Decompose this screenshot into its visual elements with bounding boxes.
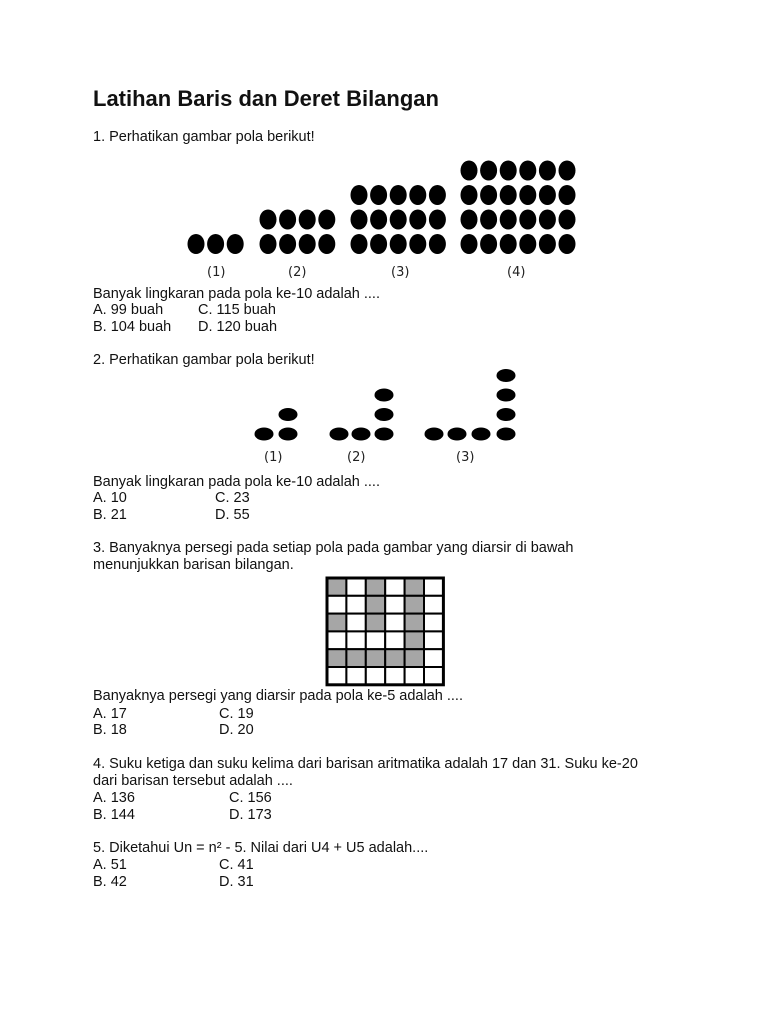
q3-empty-cell xyxy=(424,578,443,596)
q1-prompt: 1. Perhatikan gambar pola berikut! xyxy=(93,129,315,145)
q3-shaded-cell xyxy=(405,596,424,614)
q4-option-b: B. 144 xyxy=(93,807,135,823)
q1-pattern4-dot xyxy=(559,210,576,230)
q1-pattern4-dot xyxy=(480,210,497,230)
q3-shaded-grid xyxy=(327,578,443,685)
q3-empty-cell xyxy=(366,667,385,685)
q3-empty-cell xyxy=(346,596,365,614)
q4-option-c: C. 156 xyxy=(229,790,272,806)
q1-pattern4-dot xyxy=(539,161,556,181)
q1-pattern4-dot xyxy=(519,234,536,254)
q3-grid-border xyxy=(327,578,443,685)
q2-label-1: (1) xyxy=(264,450,283,465)
q1-pattern4-dot xyxy=(519,161,536,181)
q3-shaded-cell xyxy=(327,649,346,667)
q2-pattern1-dot xyxy=(279,428,298,441)
q1-option-a: A. 99 buah xyxy=(93,302,164,318)
q2-option-c: C. 23 xyxy=(215,490,250,506)
q3-shaded-cell xyxy=(366,596,385,614)
q2-pattern3-dot xyxy=(425,428,444,441)
q5-option-d: D. 31 xyxy=(219,874,254,890)
q3-empty-cell xyxy=(385,667,404,685)
q1-label-3: (3) xyxy=(391,265,410,280)
q1-label-2: (2) xyxy=(288,265,307,280)
q1-label-1: (1) xyxy=(207,265,226,280)
q1-pattern4-dot xyxy=(461,234,478,254)
q2-prompt: 2. Perhatikan gambar pola berikut! xyxy=(93,352,315,368)
q1-pattern2-dot xyxy=(318,234,335,254)
q2-pattern2-dot xyxy=(375,408,394,421)
q1-pattern3-dot xyxy=(370,210,387,230)
q2-pattern2-dot xyxy=(330,428,349,441)
q5-option-b: B. 42 xyxy=(93,874,127,890)
q3-empty-cell xyxy=(424,596,443,614)
q5-option-a: A. 51 xyxy=(93,857,127,873)
q3-shaded-cell xyxy=(405,578,424,596)
q3-empty-cell xyxy=(366,631,385,649)
q2-pattern2-dot xyxy=(375,428,394,441)
q3-shaded-cell xyxy=(405,649,424,667)
q3-empty-cell xyxy=(327,596,346,614)
q1-pattern3-dot xyxy=(351,210,368,230)
q4-option-d: D. 173 xyxy=(229,807,272,823)
q2-dots xyxy=(255,369,516,441)
q5-option-c: C. 41 xyxy=(219,857,254,873)
q3-shaded-cell xyxy=(405,614,424,632)
q3-shaded-cell xyxy=(405,631,424,649)
q1-question: Banyak lingkaran pada pola ke-10 adalah .... xyxy=(93,286,380,302)
q3-prompt-line-2: menunjukkan barisan bilangan. xyxy=(93,557,294,573)
q1-pattern4-dot xyxy=(461,161,478,181)
q1-pattern4-dot xyxy=(500,234,517,254)
q2-pattern3-dot xyxy=(448,428,467,441)
q3-empty-cell xyxy=(346,578,365,596)
q1-pattern2-dot xyxy=(279,210,296,230)
q1-pattern3-dot xyxy=(409,234,426,254)
q3-option-b: B. 18 xyxy=(93,722,127,738)
q1-pattern1-dot xyxy=(227,234,244,254)
q1-pattern3-dot xyxy=(390,234,407,254)
q3-option-c: C. 19 xyxy=(219,706,254,722)
q1-pattern1-dot xyxy=(207,234,224,254)
q3-empty-cell xyxy=(424,667,443,685)
q1-pattern4-dot xyxy=(559,234,576,254)
q1-pattern3-dot xyxy=(351,234,368,254)
q3-empty-cell xyxy=(424,649,443,667)
q3-empty-cell xyxy=(346,667,365,685)
q1-pattern4-dot xyxy=(519,210,536,230)
q3-shaded-cell xyxy=(366,614,385,632)
q2-pattern3-dot xyxy=(497,428,516,441)
q3-empty-cell xyxy=(346,614,365,632)
q1-pattern2-dot xyxy=(299,210,316,230)
q2-label-2: (2) xyxy=(347,450,366,465)
q1-pattern2-dot xyxy=(260,210,277,230)
q1-pattern4-dot xyxy=(519,185,536,205)
q1-pattern4-dot xyxy=(461,185,478,205)
q2-option-a: A. 10 xyxy=(93,490,127,506)
q3-shaded-cell xyxy=(327,578,346,596)
q2-pattern1-dot xyxy=(279,408,298,421)
q2-option-b: B. 21 xyxy=(93,507,127,523)
q2-pattern3-dot xyxy=(497,408,516,421)
q1-figure-labels xyxy=(207,265,525,280)
q1-pattern3-dot xyxy=(429,234,446,254)
q1-pattern3-dot xyxy=(390,185,407,205)
q4-option-a: A. 136 xyxy=(93,790,135,806)
q3-question: Banyaknya persegi yang diarsir pada pola ke-5 adalah .... xyxy=(93,688,463,704)
q2-pattern3-dot xyxy=(472,428,491,441)
q3-empty-cell xyxy=(346,631,365,649)
q3-empty-cell xyxy=(424,614,443,632)
q1-pattern3-dot xyxy=(429,185,446,205)
q1-pattern4-dot xyxy=(539,210,556,230)
q1-pattern2-dot xyxy=(279,234,296,254)
q1-pattern4-dot xyxy=(559,185,576,205)
q1-pattern4-dot xyxy=(480,161,497,181)
q1-pattern3-dot xyxy=(409,210,426,230)
q3-shaded-cell xyxy=(366,578,385,596)
q3-empty-cell xyxy=(327,631,346,649)
q1-pattern4-dot xyxy=(539,185,556,205)
q4-prompt-line-1: 4. Suku ketiga dan suku kelima dari barisan aritmatika adalah 17 dan 31. Suku ke-20 xyxy=(93,756,638,772)
q3-prompt-line-1: 3. Banyaknya persegi pada setiap pola pada gambar yang diarsir di bawah xyxy=(93,540,574,556)
q1-pattern4-dot xyxy=(539,234,556,254)
q2-option-d: D. 55 xyxy=(215,507,250,523)
q3-option-d: D. 20 xyxy=(219,722,254,738)
q1-pattern3-dot xyxy=(370,185,387,205)
q1-pattern4-dot xyxy=(461,210,478,230)
q1-pattern4-dot xyxy=(480,185,497,205)
q2-question: Banyak lingkaran pada pola ke-10 adalah .... xyxy=(93,474,380,490)
q1-label-4: (4) xyxy=(507,265,526,280)
q1-pattern4-dot xyxy=(500,210,517,230)
q2-figure-labels xyxy=(264,450,474,465)
q1-pattern3-dot xyxy=(429,210,446,230)
q3-shaded-cell xyxy=(366,649,385,667)
q2-pattern1-dot xyxy=(255,428,274,441)
q5-prompt: 5. Diketahui Un = n² - 5. Nilai dari U4 + U5 adalah.... xyxy=(93,840,429,856)
q1-pattern3-dot xyxy=(390,210,407,230)
q4-prompt-line-2: dari barisan tersebut adalah .... xyxy=(93,773,293,789)
q1-option-c: C. 115 buah xyxy=(198,302,276,318)
q3-empty-cell xyxy=(385,596,404,614)
q1-option-d: D. 120 buah xyxy=(198,319,278,335)
q3-empty-cell xyxy=(424,631,443,649)
q3-shaded-cell xyxy=(327,614,346,632)
q1-pattern1-dot xyxy=(188,234,205,254)
q1-option-b: B. 104 buah xyxy=(93,319,172,335)
q2-pattern3-dot xyxy=(497,369,516,382)
q1-pattern2-dot xyxy=(318,210,335,230)
q3-empty-cell xyxy=(385,614,404,632)
page-title: Latihan Baris dan Deret Bilangan xyxy=(93,86,439,111)
q3-empty-cell xyxy=(385,578,404,596)
q1-pattern3-dot xyxy=(370,234,387,254)
q1-pattern4-dot xyxy=(500,161,517,181)
q1-dots xyxy=(188,161,576,255)
q3-empty-cell xyxy=(405,667,424,685)
q2-label-3: (3) xyxy=(456,450,475,465)
q1-pattern2-dot xyxy=(260,234,277,254)
q2-pattern3-dot xyxy=(497,389,516,402)
q3-shaded-cell xyxy=(346,649,365,667)
q3-shaded-cell xyxy=(385,649,404,667)
q2-pattern2-dot xyxy=(352,428,371,441)
q1-pattern3-dot xyxy=(351,185,368,205)
q3-empty-cell xyxy=(327,667,346,685)
q2-pattern2-dot xyxy=(375,389,394,402)
q1-pattern4-dot xyxy=(559,161,576,181)
q3-empty-cell xyxy=(385,631,404,649)
q1-pattern4-dot xyxy=(500,185,517,205)
q1-pattern3-dot xyxy=(409,185,426,205)
q3-option-a: A. 17 xyxy=(93,706,127,722)
q1-pattern4-dot xyxy=(480,234,497,254)
q1-pattern2-dot xyxy=(299,234,316,254)
